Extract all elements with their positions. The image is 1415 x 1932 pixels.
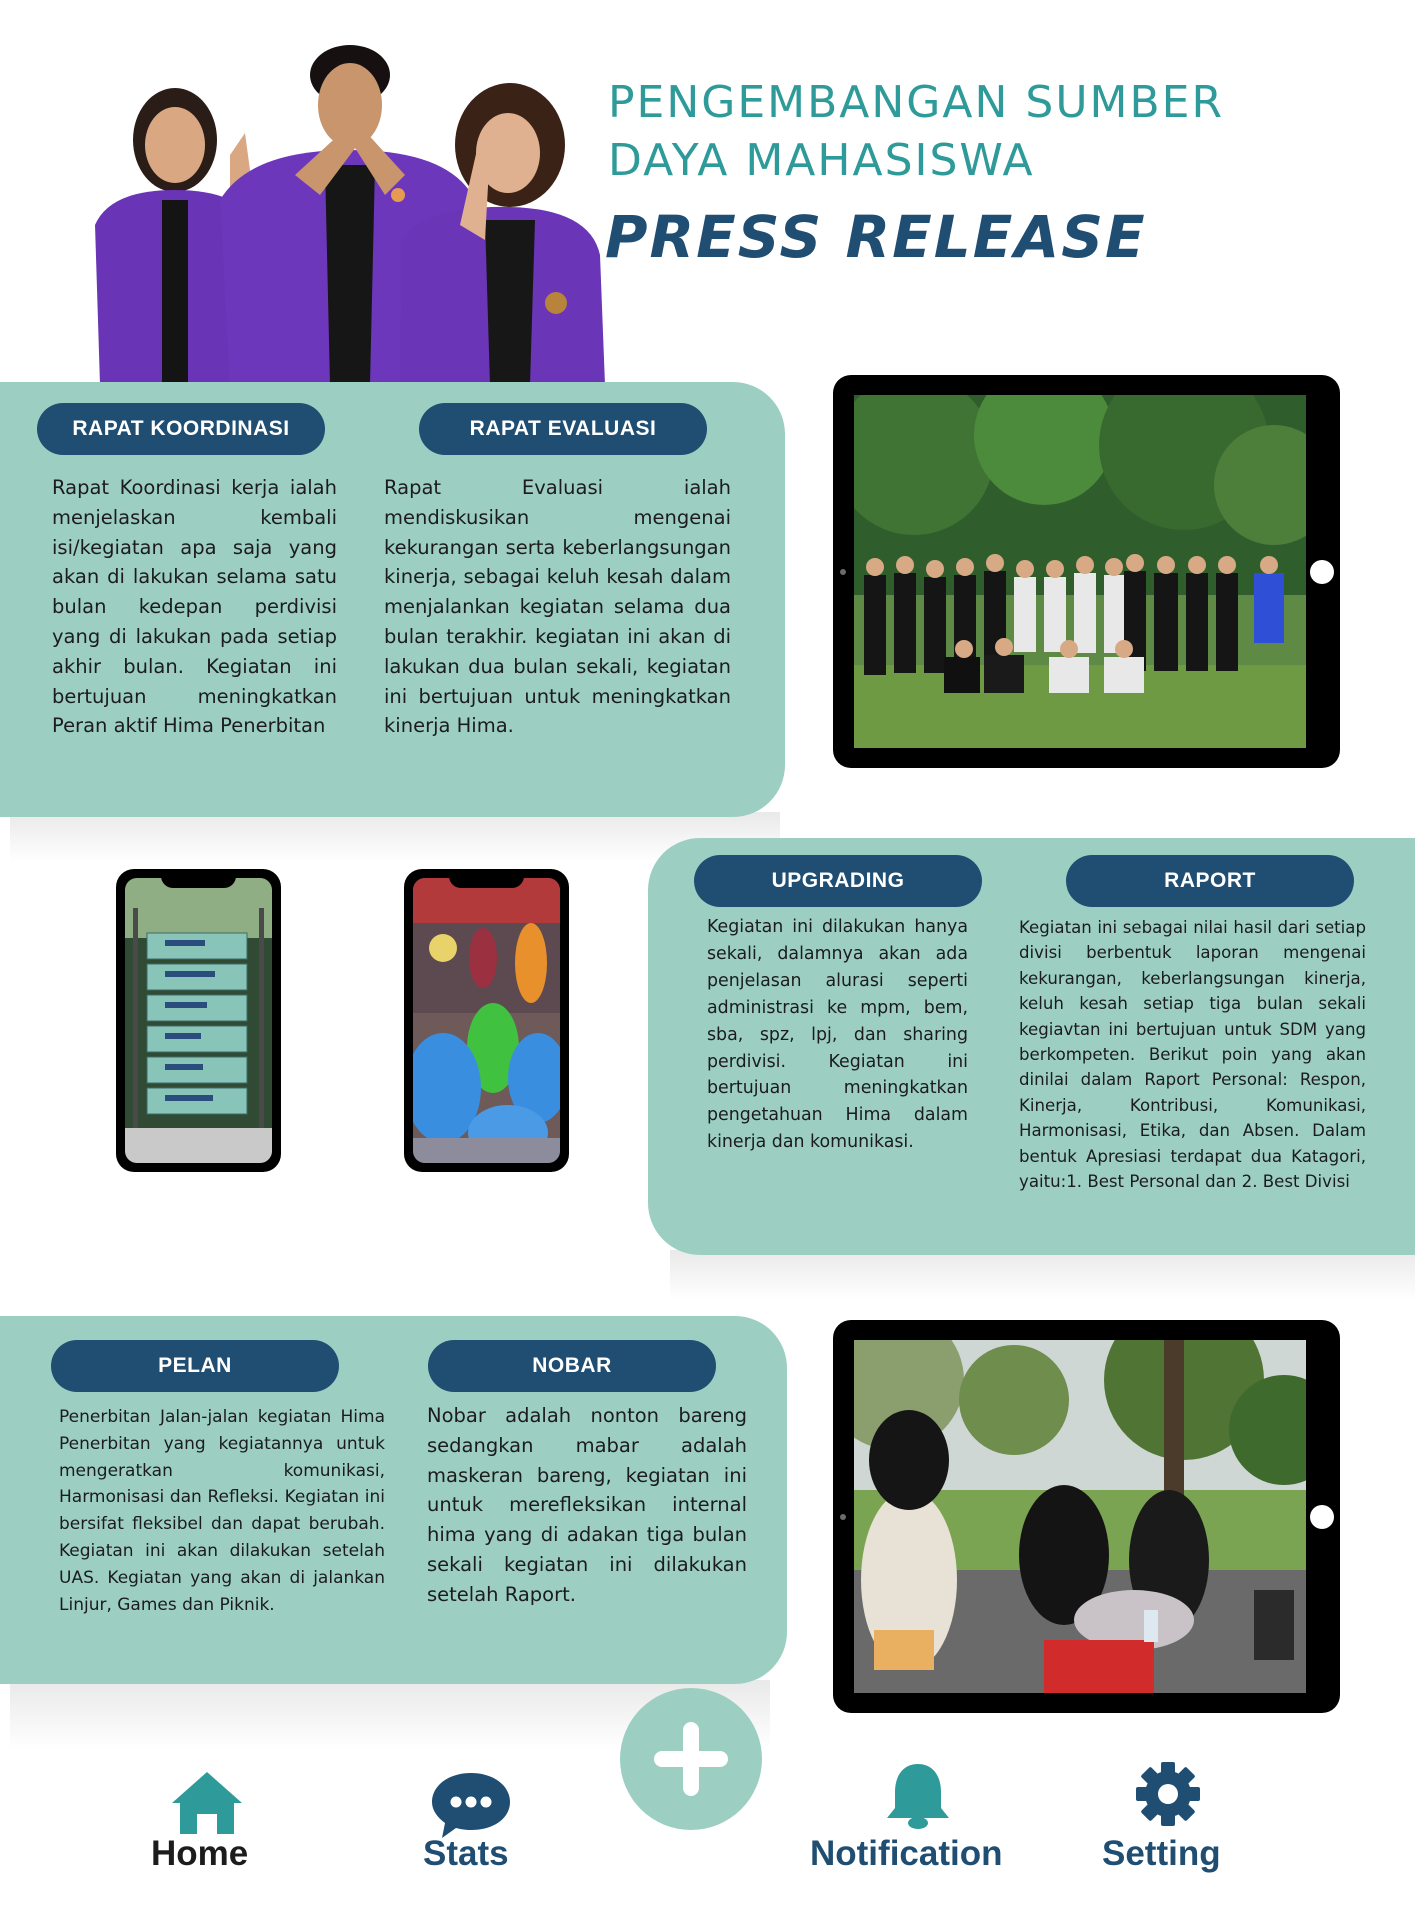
rapat-evaluasi-pill: RAPAT EVALUASI [419,403,707,455]
header-subtitle-line2: DAYA MAHASISWA [608,135,1035,186]
students-in-raincoats [413,878,560,1163]
pelan-text: Penerbitan Jalan-jalan kegiatan Hima Penerbitan yang kegiatannya untuk mengeratkan komunikasi, Harmonisasi dan Refleksi. Kegiatan ini bersifat fleksibel dan dapat berubah. Kegiatan ini akan dilakukan setelah UAS. Kegiatan yang akan di jalankan Linjur, Games dan Piknik. [59,1407,385,1615]
nobar-text: Nobar adalah nonton bareng sedangkan mabar adalah maskeran bareng, kegiatan ini untuk merefleksikan internal hima yang di adakan tiga bulan sekali kegiatan ini dilakukan setelah Raport. [427,1404,747,1606]
tablet-camera [840,1514,846,1520]
group-photo-image [854,395,1306,748]
plus-icon [620,1688,762,1830]
tablet-frame-bottom [833,1320,1340,1713]
home-icon [170,1770,244,1836]
page-title: PRESS RELEASE [605,203,1147,271]
phone-notch [449,874,524,888]
raport-text: Kegiatan ini sebagai nilai hasil dari setiap divisi berbentuk laporan mengenai kekurangan, keberlangsungan kinerja, keluh kesah setiap tiga bulan sekali kegiavtan ini bertujuan untuk SDM yang berkompeten. Berikut poin yang akan dinilai dalam Raport Personal: Respon, Kinerja, Kontribusi, Komunikasi, Harmonisasi, Etika, dan Absen. Dalam bentuk Apresiasi terdapat dua Katagori, yaitu:1. Best Personal dan 2. Best Divisi [1019,918,1366,1192]
students-photo [80,25,605,385]
tablet-home-button [1310,1505,1334,1529]
raincoats-image [413,878,560,1163]
nav-stats[interactable] [418,1770,548,1880]
picnic-image [854,1340,1306,1693]
nav-notification[interactable] [808,1762,1028,1880]
signboard-image [125,878,272,1163]
add-button[interactable] [620,1688,762,1830]
chat-bubble-icon [430,1770,512,1840]
nav-setting-label: Setting [1102,1834,1221,1873]
picnic-in-park [854,1340,1306,1693]
upgrading-text: Kegiatan ini dilakukan hanya sekali, dalamnya akan ada penjelasan alurasi seperti administrasi ke mpm, bem, sba, spz, lpj, dan sharing perdivisi. Kegiatan ini bertujuan meningkatkan pengetahuan Hima dalam kinerja dan komunikasi. [707,917,968,1153]
gear-icon [1134,1760,1202,1828]
panel-shadow [670,1250,1415,1300]
rapat-koordinasi-text: Rapat Koordinasi kerja ialah menjelaskan kembali isi/kegiatan apa saja yang akan di lakukan selama satu bulan kedepan perdivisi yang di lakukan pada setiap akhir bulan. Kegiatan ini bertujuan meningkatkan Peran aktif Hima Penerbitan [52,476,337,738]
group-photo-park [854,395,1306,748]
tablet-home-button [1310,560,1334,584]
raport-pill: RAPORT [1066,855,1354,907]
phone-notch [161,874,236,888]
nav-stats-label: Stats [423,1834,509,1873]
header-subtitle-line1: PENGEMBANGAN SUMBER [608,77,1225,128]
phone-frame-right [404,869,569,1172]
nav-setting[interactable] [1100,1760,1240,1880]
tablet-frame-top [833,375,1340,768]
nav-home[interactable] [140,1770,270,1880]
upgrading-pill: UPGRADING [694,855,982,907]
rapat-koordinasi-pill: RAPAT KOORDINASI [37,403,325,455]
bell-icon [883,1762,953,1830]
pelan-pill: PELAN [51,1340,339,1392]
nav-notification-label: Notification [810,1834,1003,1873]
phone-frame-left [116,869,281,1172]
tablet-camera [840,569,846,575]
nobar-pill: NOBAR [428,1340,716,1392]
header-subtitle [608,74,1224,190]
nav-home-label: Home [151,1834,249,1873]
zoo-direction-signboard [125,878,272,1163]
rapat-evaluasi-text: Rapat Evaluasi ialah mendiskusikan mengenai kekurangan serta keberlangsungan kinerja, sebagai keluh kesah dalam menjalankan kegiatan selama dua bulan terakhir. kegiatan ini akan di lakukan dua bulan sekali, kegiatan ini bertujuan untuk meningkatkan kinerja Hima. [384,476,731,738]
